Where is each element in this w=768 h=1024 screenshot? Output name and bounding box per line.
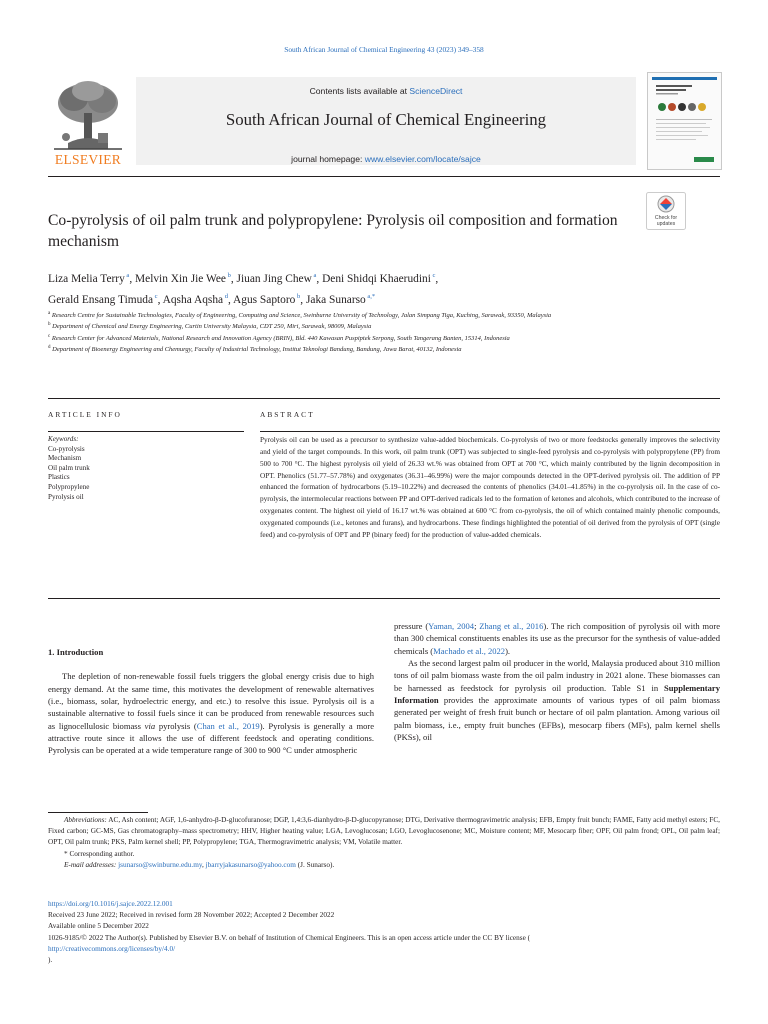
author[interactable]: Jiuan Jing Chew [236,272,312,285]
affiliation: $^c$ Research Center for Advanced Materials, National Research and Innovation Agency (BRIN), Bld. 440 Kawasan Puspiptek Serpong, South Tangerang Banten, 15314, Indonesia [48,333,510,343]
doi-link[interactable]: https://doi.org/10.1016/j.sajce.2022.12.001 [48,900,173,908]
contents-availability [136,86,636,96]
author[interactable]: Gerald Ensang Timuda [48,294,154,307]
keyword: Pyrolysis oil [48,492,84,501]
check-for-updates-badge[interactable] [646,192,686,230]
section-rule [48,398,720,399]
footnote-rule [48,812,148,813]
crossmark-label-line1: Check for [654,215,678,221]
citation-link[interactable]: Zhang et al., 2016 [479,621,544,631]
abbreviations-footnote: Abbreviations: AC, Ash content; AGF, 1,6-anhydro-β-D-glucofuranose; DGP, 1,4:3,6-dianhydro-β-D-glucopyranose; DTG, Derivative thermogravimetric analysis; EFB, Empty fruit bunch; FAME, Fatty acid methyl esters; FC, Fixed carbon; GC-MS, Gas chromatography–mass spectrometry; HHV, Higher heating value; LGA, Levoglucosan; LGO, Levoglucosenone; MC, Moisture content; MF, Mesocarp fiber; OPF, Oil palm frond; OPL, Oil palm leaf; OPT, Oil palm trunk; PKS, Palm kernel shell; PP, Polypropylene; TGA, Thermogravimetric analysis; VM, Volatile matter. [48,816,720,847]
keyword: Co-pyrolysis [48,444,85,453]
affiliation: $^b$ Department of Chemical and Energy Engineering, Curtin University Malaysia, CDT 250, Miri, Sarawak, 98009, Malaysia [48,322,372,331]
homepage-label: journal homepage: [291,154,365,164]
citation-link[interactable]: Machado et al., 2022 [433,645,506,656]
homepage-link[interactable]: www.elsevier.com/locate/sajce [364,154,481,164]
author-affiliation-mark[interactable]: b [297,293,301,301]
body-paragraph: The depletion of non-renewable fossil fuels triggers the global energy crisis due to high energy demand. At the same time, this motivates the development of renewable alternatives (i.e., biomass, solar, hydroelectric energy, and etc.) to resolve this issue. Pyrolysis oil is a sustainable alternative to fossil fuels since it can be produced from renewable resources such as lignocellulosic biomass via pyrolysis (Chan et al., 2019). Pyrolysis is generally a more attractive route since it allows the use of different feedstock and operating conditions. Pyrolysis can be operated at a wide temperature range of 300 to 900 °C under atmospheric [48,671,375,756]
sciencedirect-link[interactable]: ScienceDirect [409,86,463,96]
body-paragraph: pressure (Yaman, 2004; Zhang et al., 2016). The rich composition of pyrolysis oil with more than 300 chemical constituents enables its use as the precursor for the synthesis of value-added chemicals (Machado et al., 2022). [394,621,720,656]
journal-cover-thumbnail[interactable] [647,72,722,170]
journal-banner [136,77,636,165]
citation-link[interactable]: Chan et al., 2019 [196,720,260,731]
body-column-right [394,620,720,743]
keyword: Polypropylene [48,482,90,491]
affiliation: $^a$ Research Centre for Sustainable Technologies, Faculty of Engineering, Computing and Science, Swinburne University of Technology, Jalan Simpang Tiga, Kuching, Sarawak, 93350, Malaysia [48,311,552,320]
article-title: Co-pyrolysis of oil palm trunk and polypropylene: Pyrolysis oil composition and formation mechanism [48,212,618,250]
abstract-bottom-rule [48,598,720,599]
affiliations [48,309,720,355]
author[interactable]: Aqsha Aqsha [162,294,224,307]
author[interactable]: Melvin Xin Jie Wee [135,272,226,285]
footnotes [48,815,720,871]
available-online-date: Available online 5 December 2022 [48,922,149,931]
body-paragraph: As the second largest palm oil producer in the world, Malaysia produced about 310 million tons of oil palm biomass waste from the oil palm industry in 2021 alone. These biomasses can be harnessed as feedstock for pyrolysis oil production. Table S1 in Supplementary Information provides the approximate amounts of various types of oil palm biomass generated per weight of fresh fruit bunch or hectare of oil palm plantation. Among various oil palm biomass, i.e., empty fruit bunches (EFBs), mesocarp fibers (MFs), palm kernel shells (PKSs), oil [394,658,720,743]
email-link[interactable]: jbarryjakasunarso@yahoo.com [205,860,296,869]
contents-prefix: Contents lists available at [309,86,410,96]
running-head[interactable]: South African Journal of Chemical Engineering 43 (2023) 349–358 [284,45,484,54]
author-affiliation-mark[interactable]: a [126,272,130,279]
masthead-rule [48,176,720,177]
corresponding-author-note: * Corresponding author. [64,849,135,858]
keyword: Mechanism [48,454,82,463]
author-list: Liza Melia Terry $^a$, Melvin Xin Jie Wee $^b$, Jiuan Jing Chew $^a$, Deni Shidqi Khaerudini $^c$, Gerald Ensang Timuda $^c$, Aqsha Aqsha $^d$, Agus Saptoro $^b$, Jaka Sunarso $^{a,*}$ [48,272,439,307]
citation-link[interactable]: Yaman, 2004 [428,621,475,631]
author[interactable]: Agus Saptoro [233,294,296,307]
author-affiliation-mark[interactable]: a [313,272,317,279]
author-affiliation-mark[interactable]: c [432,272,436,279]
article-metadata [48,899,720,966]
keyword: Plastics [48,473,70,482]
email-link[interactable]: jsunarso@swinburne.edu.my [118,860,203,869]
author-affiliation-mark[interactable]: d [224,293,228,301]
elsevier-wordmark: ELSEVIER [54,152,122,167]
abstract-heading: ABSTRACT [260,410,315,419]
abstract-text: Pyrolysis oil can be used as a precursor to synthesize value-added biochemicals. Co-pyrolysis of two or more feedstocks generally improves the selectivity and yield of the target compounds. In this work, oil palm trunk (OPT) was subjected to single-feed pyrolysis and co-pyrolysis with polypropylene (PP) from 500 to 700 °C. The highest pyrolysis oil yield of 26.33 wt.% was obtained from OPT at 700 °C, which mainly contributed by the lignin decomposition in OPT. Phenolics (51.77–57.78%) and oxygenates (36.31–46.99%) were the major compounds detected in the OPT-derived pyrolysis oil. The addition of PP enhanced the formation of hydrocarbons (5.19–10.22%) and decreased the contents of phenolics (34.01–41.85%) in the co-pyrolysis oil. In the case of co-pyrolysis, the intermolecular reactions between PP and OPT-derived radicals led to the formation of ketones and alcohols, which contributed to the increase of oxygenates content. The highest oil yield of 16.17 wt.% was obtained at 600 °C from co-pyrolysis, the oil of which contained mainly phenolic compounds, oxygenated compounds (i.e., ketones and furans), and hydrocarbons. These findings highlighted the potential of oil derived from the pyrolysis of OPT (single feed) and co-pyrolysis of OPT and PP (binary feed) for the production of value-added chemicals. [260,436,720,539]
license-link[interactable]: http://creativecommons.org/licenses/by/4.0/ [48,944,176,953]
author[interactable]: Liza Melia Terry [48,272,125,285]
received-dates: Received 23 June 2022; Received in revised form 28 November 2022; Accepted 2 December 2022 [48,911,335,920]
crossmark-label-line2: updates [656,221,676,227]
keyword: Oil palm trunk [48,463,90,472]
author-affiliation-mark[interactable]: a,* [367,293,376,301]
abstract-rule [260,431,720,432]
journal-homepage [136,154,636,164]
author-affiliation-mark[interactable]: c [154,293,158,301]
keywords-title: Keywords: [48,435,79,443]
author[interactable]: Deni Shidqi Khaerudini [322,272,431,285]
keywords-list [48,435,244,502]
introduction-heading: 1. Introduction [48,647,104,657]
supplementary-info-reference[interactable]: Supplementary Information [394,682,720,706]
journal-title[interactable]: South African Journal of Chemical Engineering [225,110,547,129]
article-info-heading: ARTICLE INFO [48,410,122,419]
license-statement: 1026-9185/© 2022 The Author(s). Published by Elsevier B.V. on behalf of Institution of Chemical Engineers. This is an open access article under the CC BY license ( http://creativecommons.org/licenses/by/4.0/ ). [48,933,720,967]
body-column-left [48,646,374,757]
author-affiliation-mark[interactable]: b [227,272,231,279]
journal-masthead [48,72,720,168]
email-footnote: E-mail addresses: jsunarso@swinburne.edu.my, jbarryjakasunarso@yahoo.com (J. Sunarso). [64,860,335,869]
article-info-rule [48,431,244,432]
affiliation: $^d$ Department of Bioenergy Engineering and Chemurgy, Faculty of Industrial Technology, Institut Teknologi Bandung, Bandung, Jawa Barat, 40132, Indonesia [48,345,462,354]
author[interactable]: Jaka Sunarso [305,294,366,307]
